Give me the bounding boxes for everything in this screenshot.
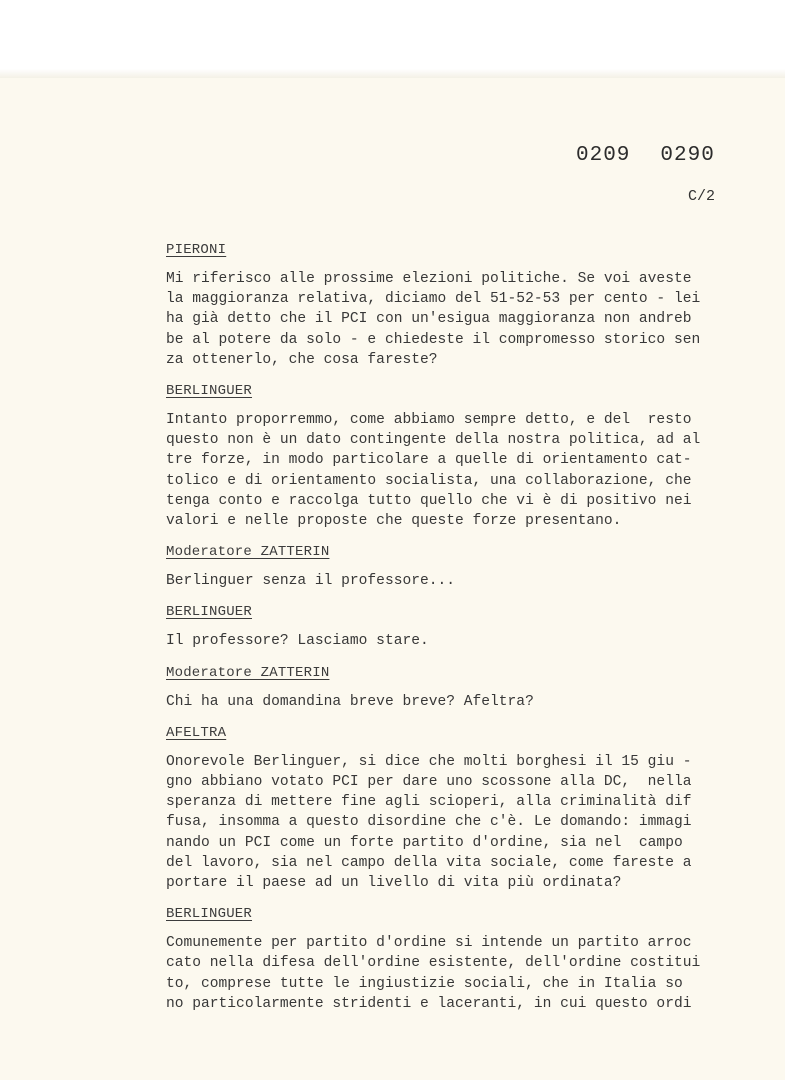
speech-line: fusa, insomma a questo disordine che c'è. Le domando: immagi [166, 814, 692, 831]
speaker-name: PIERONI [166, 242, 227, 258]
speaker-block [166, 904, 731, 1014]
speech-line: Mi riferisco alle prossime elezioni politiche. Se voi aveste [166, 271, 692, 287]
speech-line: tre forze, in modo particolare a quelle di orientamento cat- [166, 452, 692, 469]
speech-line: Berlinguer senza il professore... [166, 573, 456, 590]
speaker-block [166, 663, 731, 712]
speaker-block [166, 542, 731, 591]
speech-line: za ottenerlo, che cosa fareste? [166, 351, 438, 368]
speech-line: to, comprese tutte le ingiustizie sociali, che in Italia so [166, 975, 683, 992]
speech-line: ha già detto che il PCI con un'esigua maggioranza non andreb [166, 311, 692, 328]
speech-line: tenga conto e raccolga tutto quello che vi è di positivo nei [166, 492, 692, 509]
speech-line: Il professore? Lasciamo stare. [166, 633, 429, 650]
speech-line: Comunemente per partito d'ordine si intende un partito arroc [166, 935, 692, 952]
speech-line: be al potere da solo - e chiedeste il compromesso storico sen [166, 331, 701, 348]
page-label: C/2 [688, 188, 716, 205]
speech-line: Intanto proporremmo, come abbiamo sempre detto, e del resto [166, 412, 692, 429]
page-top-edge [0, 0, 785, 78]
speech-line: Chi ha una domandina breve breve? Afeltra? [166, 693, 534, 710]
document-code-1: 0209 [576, 144, 631, 167]
speech-line: cato nella difesa dell'ordine esistente, dell'ordine costitui [166, 955, 701, 972]
speech-line: la maggioranza relativa, diciamo del 51-52-53 per cento - lei [166, 291, 701, 308]
speaker-name: BERLINGUER [166, 604, 253, 621]
speaker-block [166, 240, 731, 370]
speaker-block [166, 602, 731, 651]
speech-line: tolico e di orientamento socialista, una collaborazione, che [166, 472, 692, 489]
speaker-name: BERLINGUER [166, 383, 253, 400]
speaker-name: BERLINGUER [166, 906, 253, 923]
speech-line: del lavoro, sia nel campo della vita sociale, come fareste a [166, 854, 692, 871]
speaker-block [166, 723, 731, 893]
speech-line: questo non è un dato contingente della nostra politica, ad al [166, 432, 701, 449]
speech-line: no particolarmente stridenti e laceranti, in cui questo ordi [166, 995, 692, 1012]
speech-line: speranza di mettere fine agli scioperi, alla criminalità dif [166, 794, 692, 811]
speech-line: valori e nelle proposte che queste forze presentano. [166, 513, 622, 530]
speech-line: portare il paese ad un livello di vita più ordinata? [166, 875, 622, 892]
speaker-block [166, 381, 731, 531]
speaker-name: Moderatore ZATTERIN [166, 664, 330, 681]
speaker-name: Moderatore ZATTERIN [166, 544, 330, 561]
document-code-2: 0290 [660, 144, 715, 167]
speech-line: nando un PCI come un forte partito d'ordine, sia nel campo [166, 834, 683, 851]
speaker-name: AFELTRA [166, 724, 227, 741]
document-codes [576, 144, 715, 167]
transcript [166, 240, 731, 1014]
speech-line: gno abbiano votato PCI per dare uno scossone alla DC, nella [166, 774, 692, 791]
speech-line: Onorevole Berlinguer, si dice che molti borghesi il 15 giu - [166, 753, 692, 770]
